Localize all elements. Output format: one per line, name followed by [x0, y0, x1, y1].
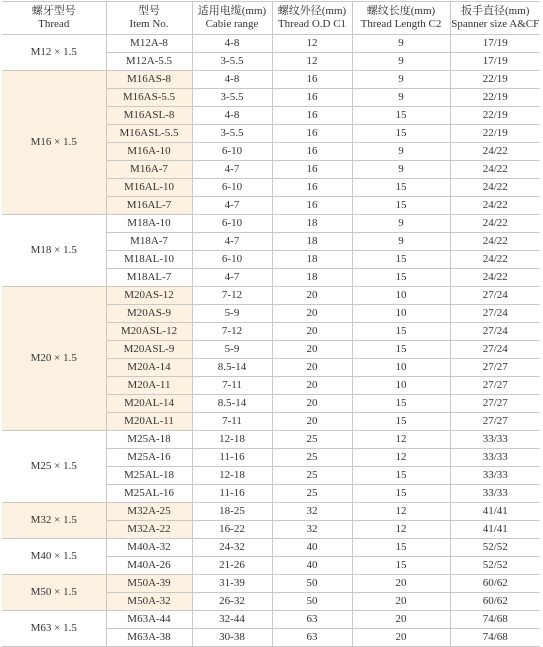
thread-length-cell: 9	[352, 53, 450, 71]
item-no-cell: M20AL-11	[106, 413, 192, 431]
spanner-size-cell: 74/68	[450, 611, 540, 629]
thread-length-cell: 9	[352, 215, 450, 233]
spanner-size-cell: 27/24	[450, 341, 540, 359]
header-item-en: Item No.	[129, 18, 169, 30]
cable-range-cell: 11-16	[192, 449, 272, 467]
cable-range-cell: 3-5.5	[192, 125, 272, 143]
item-no-cell: M63A-44	[106, 611, 192, 629]
item-no-cell: M25AL-16	[106, 485, 192, 503]
thread-size-cell: M50 × 1.5	[2, 575, 106, 611]
cable-range-cell: 7-11	[192, 377, 272, 395]
spanner-size-cell: 27/27	[450, 395, 540, 413]
thread-length-cell: 15	[352, 395, 450, 413]
cable-range-cell: 32-44	[192, 611, 272, 629]
thread-length-cell: 15	[352, 197, 450, 215]
item-no-cell: M16A-7	[106, 161, 192, 179]
header-thread-en: Thread	[38, 18, 70, 30]
cable-range-cell: 3-5.5	[192, 53, 272, 71]
thread-od-cell: 50	[272, 575, 352, 593]
thread-od-cell: 40	[272, 557, 352, 575]
thread-od-cell: 25	[272, 467, 352, 485]
item-no-cell: M32A-22	[106, 521, 192, 539]
header-spanner-en: Spanner size A&CF	[451, 18, 540, 30]
spanner-size-cell: 27/27	[450, 413, 540, 431]
item-no-cell: M18AL-10	[106, 251, 192, 269]
thread-od-cell: 18	[272, 269, 352, 287]
spanner-size-cell: 33/33	[450, 485, 540, 503]
header-thread	[2, 2, 106, 35]
header-cable-cn: 适用电缆(mm)	[197, 5, 267, 17]
table-row	[2, 35, 540, 53]
thread-length-cell: 10	[352, 359, 450, 377]
header-od-cn: 螺纹外径(mm)	[277, 5, 347, 17]
spanner-size-cell: 24/22	[450, 251, 540, 269]
spanner-size-cell: 41/41	[450, 503, 540, 521]
item-no-cell: M18AL-7	[106, 269, 192, 287]
header-length	[352, 2, 450, 35]
thread-length-cell: 15	[352, 467, 450, 485]
item-no-cell: M16ASL-8	[106, 107, 192, 125]
item-no-cell: M25AL-18	[106, 467, 192, 485]
spanner-size-cell: 33/33	[450, 449, 540, 467]
thread-od-cell: 32	[272, 521, 352, 539]
header-item	[106, 2, 192, 35]
thread-od-cell: 16	[272, 179, 352, 197]
thread-od-cell: 16	[272, 161, 352, 179]
cable-range-cell: 4-8	[192, 107, 272, 125]
spanner-size-cell: 17/19	[450, 35, 540, 53]
cable-range-cell: 12-18	[192, 467, 272, 485]
cable-range-cell: 4-7	[192, 161, 272, 179]
spanner-size-cell: 24/22	[450, 161, 540, 179]
thread-od-cell: 25	[272, 449, 352, 467]
cable-range-cell: 6-10	[192, 251, 272, 269]
thread-size-cell: M40 × 1.5	[2, 539, 106, 575]
spanner-size-cell: 27/27	[450, 359, 540, 377]
spanner-size-cell: 27/24	[450, 323, 540, 341]
item-no-cell: M25A-16	[106, 449, 192, 467]
cable-range-cell: 4-8	[192, 71, 272, 89]
header-thread-cn: 螺牙型号	[31, 5, 76, 17]
header-od	[272, 2, 352, 35]
header-length-en: Thread Length C2	[360, 18, 442, 30]
table-row	[2, 503, 540, 521]
cable-range-cell: 11-16	[192, 485, 272, 503]
cable-range-cell: 4-7	[192, 233, 272, 251]
thread-od-cell: 20	[272, 395, 352, 413]
item-no-cell: M20A-14	[106, 359, 192, 377]
item-no-cell: M16AL-7	[106, 197, 192, 215]
header-cable-en: Cabie range	[205, 18, 259, 30]
spanner-size-cell: 60/62	[450, 575, 540, 593]
cable-range-cell: 8.5-14	[192, 359, 272, 377]
thread-od-cell: 16	[272, 71, 352, 89]
spanner-size-cell: 17/19	[450, 53, 540, 71]
thread-size-cell: M25 × 1.5	[2, 431, 106, 503]
item-no-cell: M63A-38	[106, 629, 192, 647]
cable-range-cell: 6-10	[192, 143, 272, 161]
spanner-size-cell: 60/62	[450, 593, 540, 611]
thread-length-cell: 15	[352, 269, 450, 287]
thread-length-cell: 15	[352, 557, 450, 575]
header-item-cn: 型号	[138, 5, 160, 17]
cable-range-cell: 26-32	[192, 593, 272, 611]
thread-od-cell: 63	[272, 629, 352, 647]
cable-range-cell: 6-10	[192, 179, 272, 197]
thread-od-cell: 12	[272, 53, 352, 71]
spanner-size-cell: 22/19	[450, 89, 540, 107]
spanner-size-cell: 24/22	[450, 269, 540, 287]
thread-od-cell: 18	[272, 251, 352, 269]
spanner-size-cell: 24/22	[450, 179, 540, 197]
thread-od-cell: 12	[272, 35, 352, 53]
thread-length-cell: 20	[352, 611, 450, 629]
spec-table-body	[2, 35, 540, 647]
cable-range-cell: 5-9	[192, 305, 272, 323]
item-no-cell: M16ASL-5.5	[106, 125, 192, 143]
item-no-cell: M20ASL-9	[106, 341, 192, 359]
thread-length-cell: 20	[352, 629, 450, 647]
cable-range-cell: 21-26	[192, 557, 272, 575]
thread-length-cell: 9	[352, 71, 450, 89]
cable-range-cell: 16-22	[192, 521, 272, 539]
cable-range-cell: 31-39	[192, 575, 272, 593]
spanner-size-cell: 22/19	[450, 125, 540, 143]
cable-range-cell: 24-32	[192, 539, 272, 557]
thread-length-cell: 15	[352, 485, 450, 503]
thread-length-cell: 12	[352, 503, 450, 521]
thread-od-cell: 20	[272, 287, 352, 305]
spanner-size-cell: 52/52	[450, 539, 540, 557]
thread-od-cell: 18	[272, 215, 352, 233]
spanner-size-cell: 24/22	[450, 143, 540, 161]
spanner-size-cell: 33/33	[450, 431, 540, 449]
cable-range-cell: 4-7	[192, 269, 272, 287]
item-no-cell: M40A-26	[106, 557, 192, 575]
thread-size-cell: M63 × 1.5	[2, 611, 106, 647]
item-no-cell: M50A-39	[106, 575, 192, 593]
thread-length-cell: 10	[352, 305, 450, 323]
thread-od-cell: 63	[272, 611, 352, 629]
thread-od-cell: 40	[272, 539, 352, 557]
spanner-size-cell: 41/41	[450, 521, 540, 539]
cable-range-cell: 30-38	[192, 629, 272, 647]
cable-range-cell: 7-12	[192, 287, 272, 305]
item-no-cell: M12A-8	[106, 35, 192, 53]
item-no-cell: M12A-5.5	[106, 53, 192, 71]
spanner-size-cell: 22/19	[450, 107, 540, 125]
thread-length-cell: 9	[352, 233, 450, 251]
thread-length-cell: 15	[352, 107, 450, 125]
item-no-cell: M20AL-14	[106, 395, 192, 413]
cable-range-cell: 18-25	[192, 503, 272, 521]
thread-length-cell: 9	[352, 35, 450, 53]
table-row	[2, 575, 540, 593]
thread-od-cell: 20	[272, 359, 352, 377]
item-no-cell: M20A-11	[106, 377, 192, 395]
table-row	[2, 287, 540, 305]
table-row	[2, 611, 540, 629]
thread-size-cell: M20 × 1.5	[2, 287, 106, 431]
spanner-size-cell: 22/19	[450, 71, 540, 89]
table-row	[2, 215, 540, 233]
thread-od-cell: 20	[272, 413, 352, 431]
spanner-size-cell: 24/22	[450, 215, 540, 233]
thread-od-cell: 50	[272, 593, 352, 611]
item-no-cell: M20AS-12	[106, 287, 192, 305]
item-no-cell: M16A-10	[106, 143, 192, 161]
cable-range-cell: 4-8	[192, 35, 272, 53]
spanner-size-cell: 24/22	[450, 233, 540, 251]
header-spanner	[450, 2, 540, 35]
item-no-cell: M50A-32	[106, 593, 192, 611]
spanner-size-cell: 27/24	[450, 287, 540, 305]
item-no-cell: M16AS-5.5	[106, 89, 192, 107]
header-spanner-cn: 扳手直径(mm)	[461, 5, 530, 17]
thread-length-cell: 20	[352, 593, 450, 611]
thread-od-cell: 25	[272, 431, 352, 449]
thread-size-cell: M18 × 1.5	[2, 215, 106, 287]
thread-od-cell: 18	[272, 233, 352, 251]
cable-range-cell: 5-9	[192, 341, 272, 359]
cable-range-cell: 7-11	[192, 413, 272, 431]
thread-length-cell: 15	[352, 413, 450, 431]
item-no-cell: M16AS-8	[106, 71, 192, 89]
spanner-size-cell: 52/52	[450, 557, 540, 575]
cable-range-cell: 3-5.5	[192, 89, 272, 107]
spanner-size-cell: 33/33	[450, 467, 540, 485]
cable-range-cell: 8.5-14	[192, 395, 272, 413]
thread-length-cell: 12	[352, 449, 450, 467]
cable-range-cell: 6-10	[192, 215, 272, 233]
header-length-cn: 螺纹长度(mm)	[366, 5, 436, 17]
thread-od-cell: 20	[272, 305, 352, 323]
thread-length-cell: 15	[352, 539, 450, 557]
table-row	[2, 431, 540, 449]
header-row	[2, 2, 540, 35]
item-no-cell: M16AL-10	[106, 179, 192, 197]
thread-length-cell: 12	[352, 521, 450, 539]
table-row	[2, 539, 540, 557]
cable-range-cell: 7-12	[192, 323, 272, 341]
thread-length-cell: 9	[352, 143, 450, 161]
thread-od-cell: 16	[272, 125, 352, 143]
thread-od-cell: 32	[272, 503, 352, 521]
table-row	[2, 71, 540, 89]
thread-od-cell: 25	[272, 485, 352, 503]
item-no-cell: M32A-25	[106, 503, 192, 521]
cable-range-cell: 12-18	[192, 431, 272, 449]
item-no-cell: M20ASL-12	[106, 323, 192, 341]
thread-length-cell: 10	[352, 287, 450, 305]
thread-length-cell: 12	[352, 431, 450, 449]
header-od-en: Thread O.D C1	[277, 18, 347, 30]
item-no-cell: M40A-32	[106, 539, 192, 557]
thread-od-cell: 20	[272, 323, 352, 341]
thread-size-cell: M16 × 1.5	[2, 71, 106, 215]
thread-length-cell: 9	[352, 161, 450, 179]
cable-gland-spec-table	[2, 1, 540, 647]
item-no-cell: M18A-7	[106, 233, 192, 251]
item-no-cell: M25A-18	[106, 431, 192, 449]
thread-length-cell: 15	[352, 341, 450, 359]
thread-length-cell: 9	[352, 89, 450, 107]
thread-length-cell: 15	[352, 179, 450, 197]
item-no-cell: M20AS-9	[106, 305, 192, 323]
header-cable	[192, 2, 272, 35]
thread-length-cell: 10	[352, 377, 450, 395]
thread-od-cell: 20	[272, 341, 352, 359]
thread-size-cell: M12 × 1.5	[2, 35, 106, 71]
thread-length-cell: 15	[352, 323, 450, 341]
thread-od-cell: 20	[272, 377, 352, 395]
thread-length-cell: 20	[352, 575, 450, 593]
thread-length-cell: 15	[352, 251, 450, 269]
thread-size-cell: M32 × 1.5	[2, 503, 106, 539]
spanner-size-cell: 74/68	[450, 629, 540, 647]
thread-od-cell: 16	[272, 197, 352, 215]
thread-od-cell: 16	[272, 143, 352, 161]
spanner-size-cell: 27/24	[450, 305, 540, 323]
spanner-size-cell: 24/22	[450, 197, 540, 215]
cable-range-cell: 4-7	[192, 197, 272, 215]
thread-od-cell: 16	[272, 89, 352, 107]
thread-length-cell: 15	[352, 125, 450, 143]
thread-od-cell: 16	[272, 107, 352, 125]
item-no-cell: M18A-10	[106, 215, 192, 233]
spanner-size-cell: 27/27	[450, 377, 540, 395]
